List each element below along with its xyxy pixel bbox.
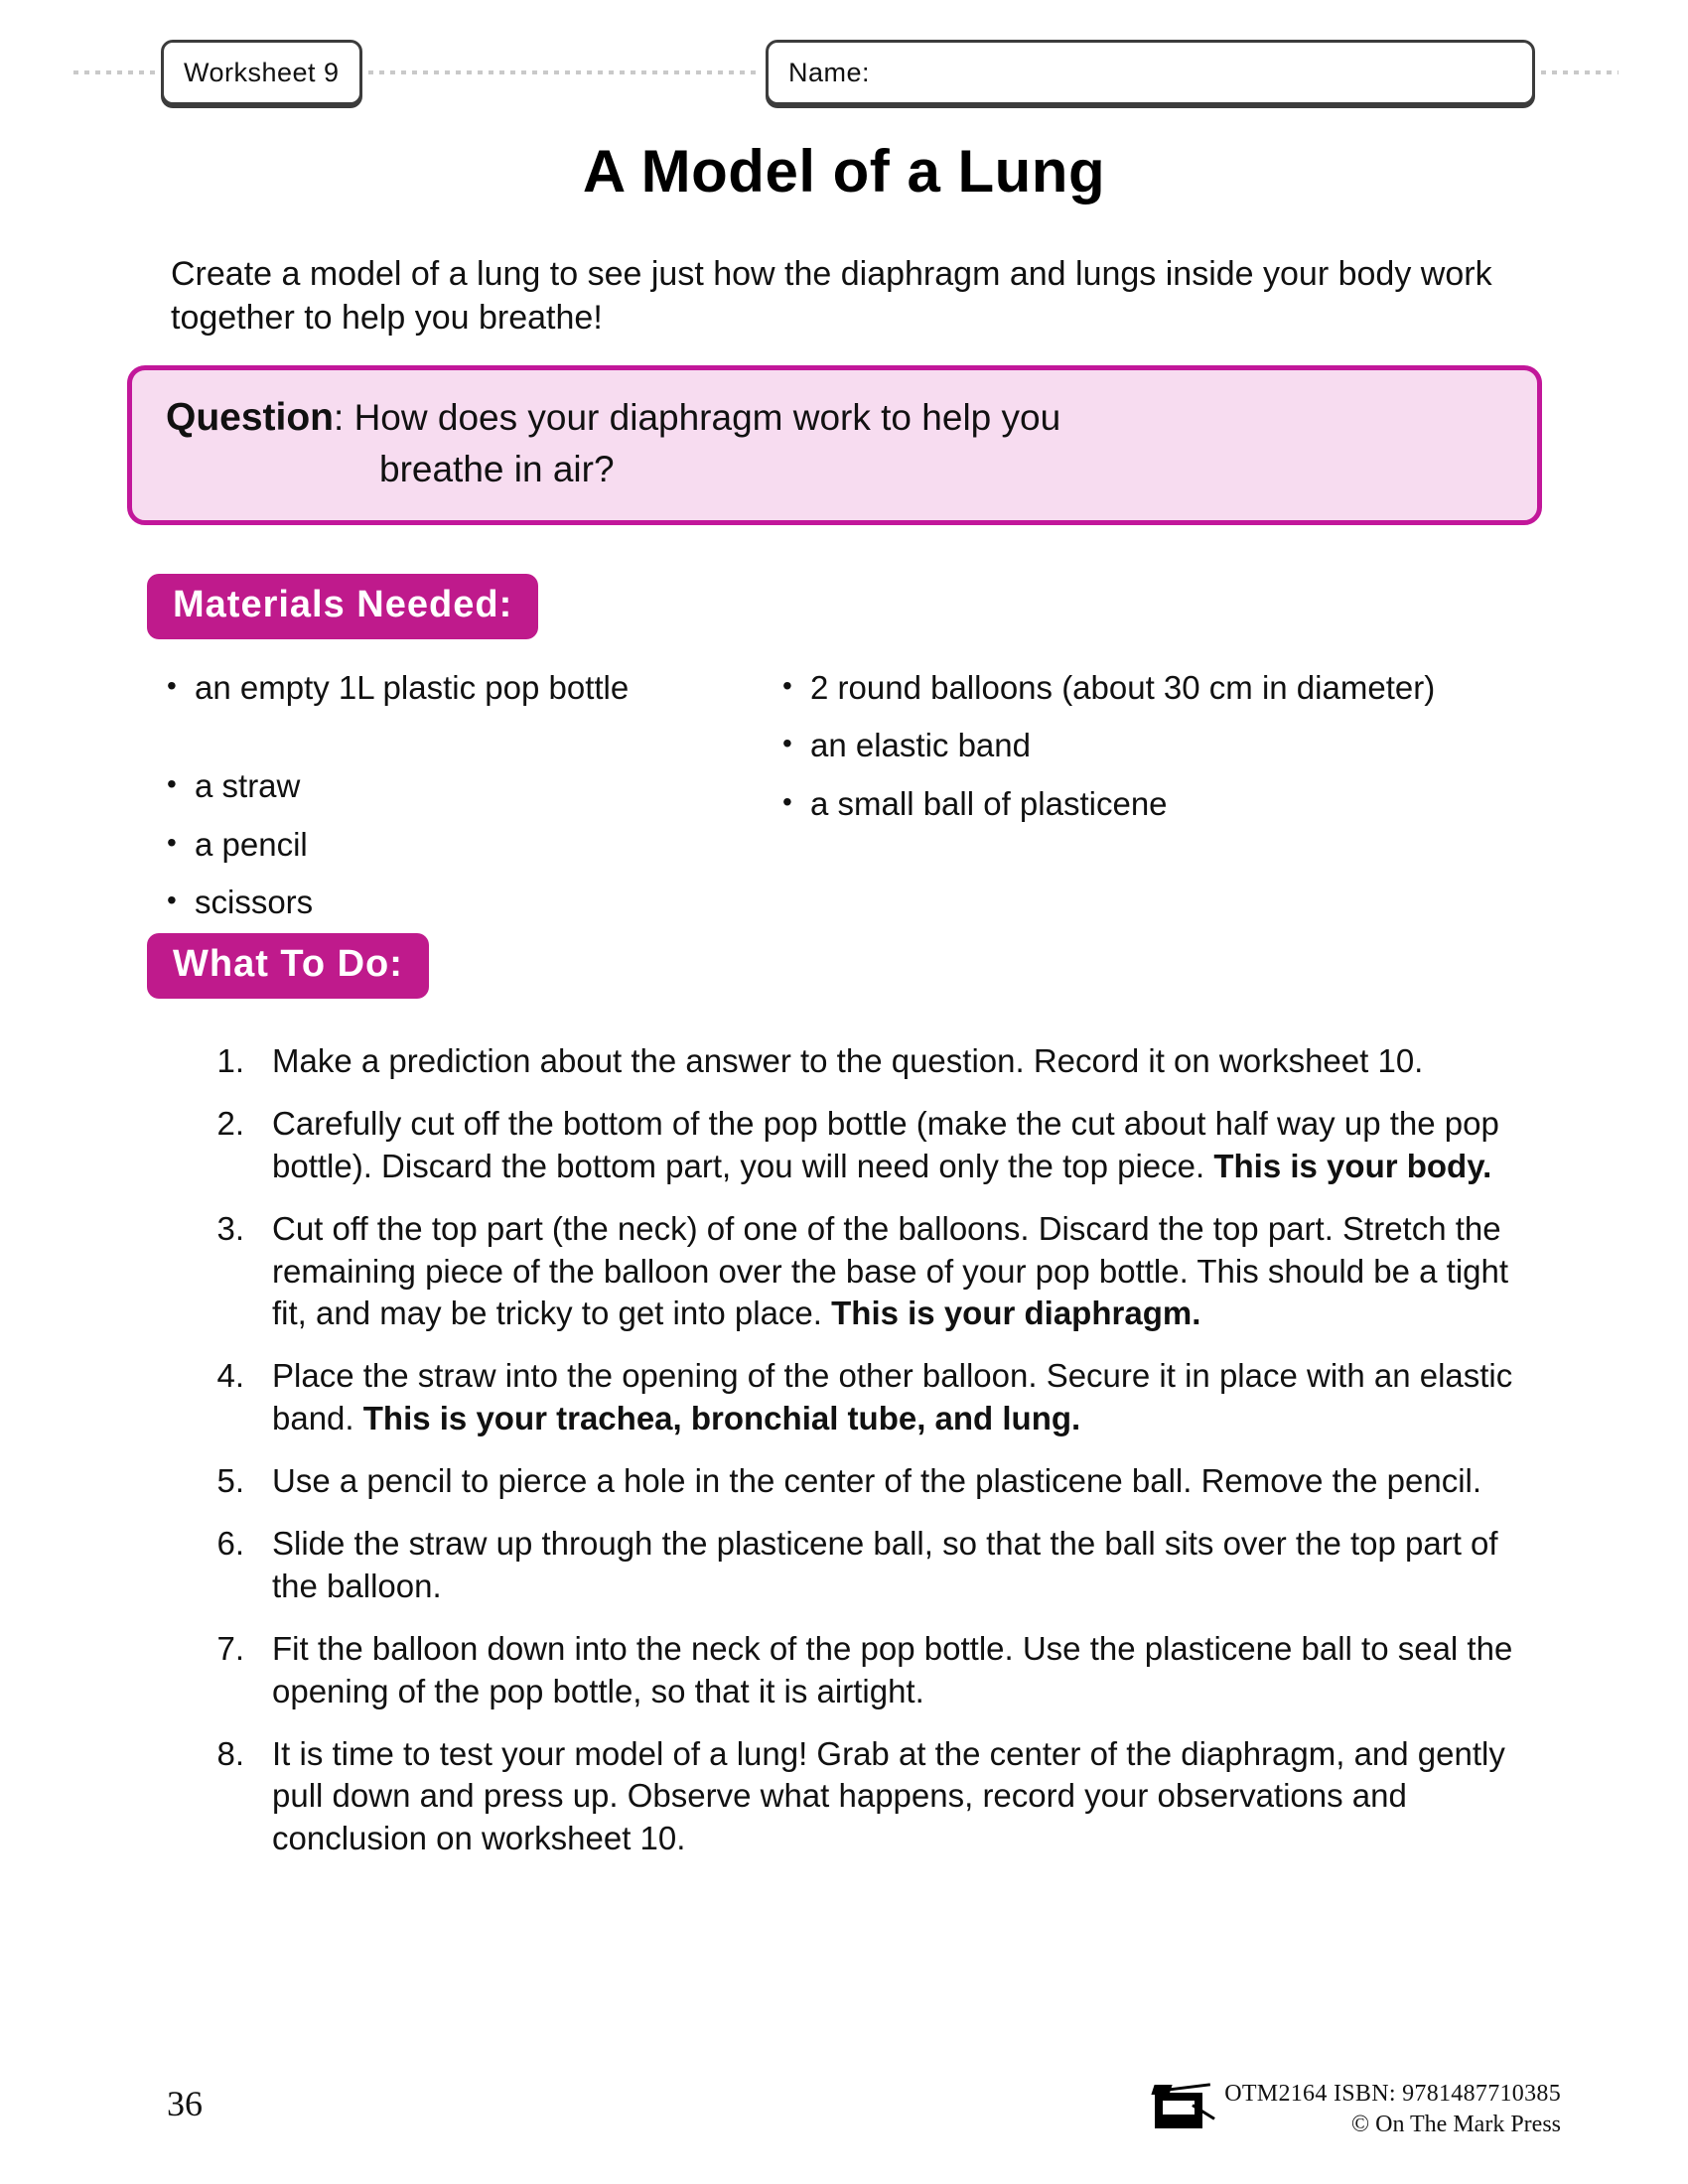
header-dotted-rule-left [73, 70, 155, 74]
step-number: 3. [216, 1209, 244, 1247]
step-body: Make a prediction about the answer to the question. Record it on worksheet 10. [272, 1042, 1424, 1079]
step-body: Carefully cut off the bottom of the pop bottle (make the cut about half way up the pop bottle). Discard the bottom part, you will need only the top piece. [272, 1104, 1499, 1184]
material-label: a pencil [195, 825, 308, 863]
step-number: 2. [216, 1104, 244, 1142]
bullet-icon: • [782, 785, 792, 817]
step-body: Cut off the top part (the neck) of one of the balloons. Discard the top part. Stretch the remaining piece of the balloon over the base of your pop bottle. This should be a tight fit, and may be tricky to get into place. [272, 1209, 1509, 1332]
name-field-label: Name: [788, 57, 871, 87]
step-text [272, 1040, 1535, 1083]
question-text-line-1: How does your diaphragm work to help you [353, 397, 1061, 438]
product-code-isbn: OTM2164 ISBN: 9781487710385 [1224, 2081, 1561, 2107]
step-bold-tail: This is your body. [1213, 1147, 1492, 1184]
question-label: Question [166, 396, 335, 439]
step-bold-tail: This is your trachea, bronchial tube, and lung. [362, 1400, 1081, 1437]
question-separator: : [334, 397, 345, 438]
step-number: 1. [216, 1042, 244, 1079]
step-text [272, 1460, 1535, 1503]
list-item [782, 667, 1477, 708]
step-body: Place the straw into the opening of the other balloon. Secure it in place with an elastic band. [272, 1357, 1513, 1437]
printing-press-icon [1151, 2081, 1210, 2132]
materials-needed-heading: Materials Needed: [147, 574, 538, 639]
step-number: 4. [216, 1357, 244, 1395]
what-to-do-steps [185, 1040, 1535, 1880]
list-item [782, 725, 1477, 765]
bullet-icon: • [167, 884, 177, 915]
list-item [185, 1460, 1535, 1503]
page-number: 36 [167, 2084, 203, 2123]
step-body: Use a pencil to pierce a hole in the center of the plasticene ball. Remove the pencil. [272, 1462, 1482, 1500]
materials-column-left [167, 667, 782, 939]
list-item [185, 1103, 1535, 1188]
list-item [185, 1523, 1535, 1608]
publisher-footer [1151, 2079, 1561, 2139]
bullet-icon: • [167, 826, 177, 858]
what-to-do-heading: What To Do: [147, 933, 429, 999]
worksheet-number-box [161, 40, 362, 105]
step-text [272, 1355, 1535, 1440]
worksheet-number-label: Worksheet 9 [184, 57, 340, 87]
publisher-text-block [1224, 2079, 1561, 2139]
list-item [185, 1733, 1535, 1861]
question-box [127, 365, 1542, 525]
step-text [272, 1628, 1535, 1713]
step-number: 7. [216, 1629, 244, 1667]
material-label: 2 round balloons (about 30 cm in diameter) [810, 669, 1436, 706]
step-text [272, 1523, 1535, 1608]
list-item [782, 783, 1477, 824]
question-line-1 [166, 392, 1503, 445]
material-label: a straw [195, 767, 301, 805]
header-dotted-rule-right [1541, 70, 1618, 74]
step-body: Fit the balloon down into the neck of the pop bottle. Use the plasticene ball to seal the opening of the pop bottle, so that it is airtight. [272, 1629, 1513, 1709]
step-number: 6. [216, 1525, 244, 1563]
material-label: a small ball of plasticene [810, 784, 1168, 822]
step-bold-tail: This is your diaphragm. [831, 1295, 1201, 1332]
question-text-line-2: breathe in air? [379, 448, 615, 489]
bullet-icon: • [167, 768, 177, 800]
step-body: It is time to test your model of a lung! Grab at the center of the diaphragm, and gently pull down and press up. Observe what happens, record your observations and conclusion on worksheet 10. [272, 1734, 1505, 1857]
list-item [185, 1628, 1535, 1713]
material-label: an empty 1L plastic pop bottle [195, 669, 630, 706]
material-label: scissors [195, 883, 314, 920]
list-item [185, 1040, 1535, 1083]
page-title: A Model of a Lung [582, 138, 1106, 205]
bullet-icon: • [782, 728, 792, 759]
materials-column-right [782, 667, 1477, 939]
step-text [272, 1103, 1535, 1188]
intro-paragraph: Create a model of a lung to see just how the diaphragm and lungs inside your body work together to help you breathe! [171, 255, 1492, 337]
bullet-icon: • [782, 670, 792, 701]
page-header [0, 38, 1688, 107]
step-text [272, 1733, 1535, 1861]
name-field-box[interactable] [766, 40, 1535, 105]
step-text [272, 1208, 1535, 1336]
list-item [167, 667, 782, 708]
step-body: Slide the straw up through the plasticene ball, so that the ball sits over the top part of the balloon. [272, 1525, 1498, 1604]
list-item [185, 1208, 1535, 1336]
header-dotted-rule-middle [368, 70, 760, 74]
list-item [185, 1355, 1535, 1440]
materials-list [167, 667, 1537, 939]
list-item [167, 765, 782, 806]
list-item [167, 824, 782, 865]
bullet-icon: • [167, 670, 177, 701]
step-number: 5. [216, 1462, 244, 1500]
step-number: 8. [216, 1734, 244, 1772]
material-label: an elastic band [810, 727, 1031, 764]
copyright-line: © On The Mark Press [1350, 2111, 1561, 2137]
list-item [167, 882, 782, 922]
